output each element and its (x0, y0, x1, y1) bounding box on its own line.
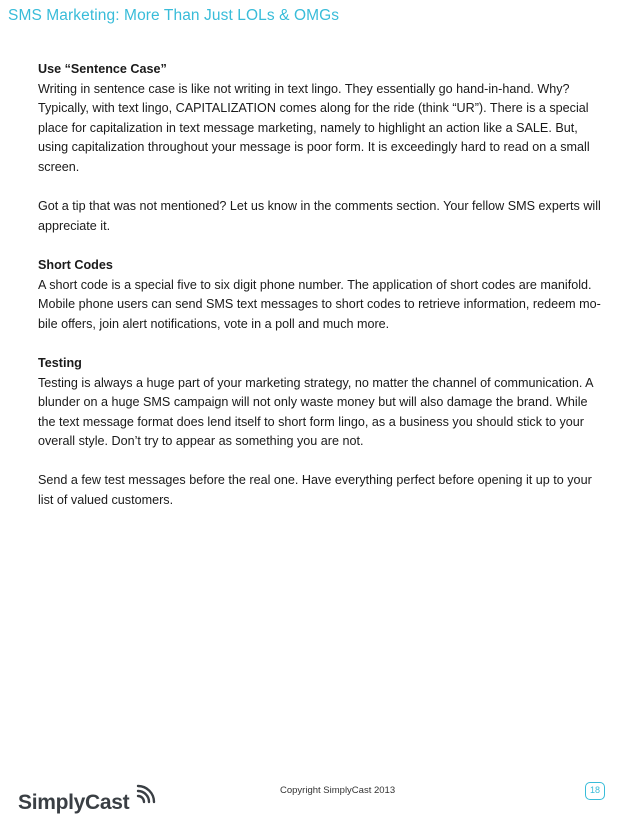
section-short-codes (38, 256, 606, 334)
section-heading: Use “Sentence Case” (38, 62, 167, 76)
page-header-title: SMS Marketing: More Than Just LOLs & OMGs (8, 7, 340, 24)
section-heading: Short Codes (38, 257, 113, 272)
simplycast-logo (18, 782, 158, 818)
section-paragraph: Got a tip that was not mentioned? Let us know in the comments section. Your fellow SMS experts will appreciate it. (38, 199, 601, 233)
logo-text: SimplyCast (18, 791, 130, 814)
section-sentence-case (38, 60, 606, 178)
section-test-messages (38, 471, 606, 510)
section-paragraph: Send a few test messages before the real one. Have everything perfect before opening it up to your list of valued customers. (38, 473, 592, 508)
broadcast-signal-icon (134, 782, 156, 804)
section-paragraph: Writing in sentence case is like not writing in text lingo. They essentially go hand-in-hand. Why? Typically, with text lingo, CAPITALIZATION comes along for the ride (think “UR”). There is a special place for capitalization in text message marketing, namely to highlight an action like a SALE. But, using capitalization throughout your message is poor form. It is exceedingly hard to read on a small screen. (38, 81, 590, 174)
document-body (38, 60, 606, 530)
section-heading: Testing (38, 355, 82, 370)
copyright-text: Copyright SimplyCast 2013 (280, 785, 396, 796)
section-paragraph: Testing is always a huge part of your marketing strategy, no matter the channel of communication. A blunder on a huge SMS campaign will not only waste money but will also damage the brand. While the text message format does lend itself to short form lingo, as a business you should stick to your overall style. Don’t try to appear as something you are not. (38, 375, 593, 449)
section-paragraph: A short code is a special five to six digit phone number. The application of short codes are manifold. Mobile phone users can send SMS text messages to short codes to retrieve information, redeem mo-bile offers, join alert notifications, vote in a poll and much more. (38, 277, 601, 331)
section-testing (38, 354, 606, 452)
page-number-badge: 18 (585, 782, 605, 800)
section-tip (38, 197, 606, 236)
